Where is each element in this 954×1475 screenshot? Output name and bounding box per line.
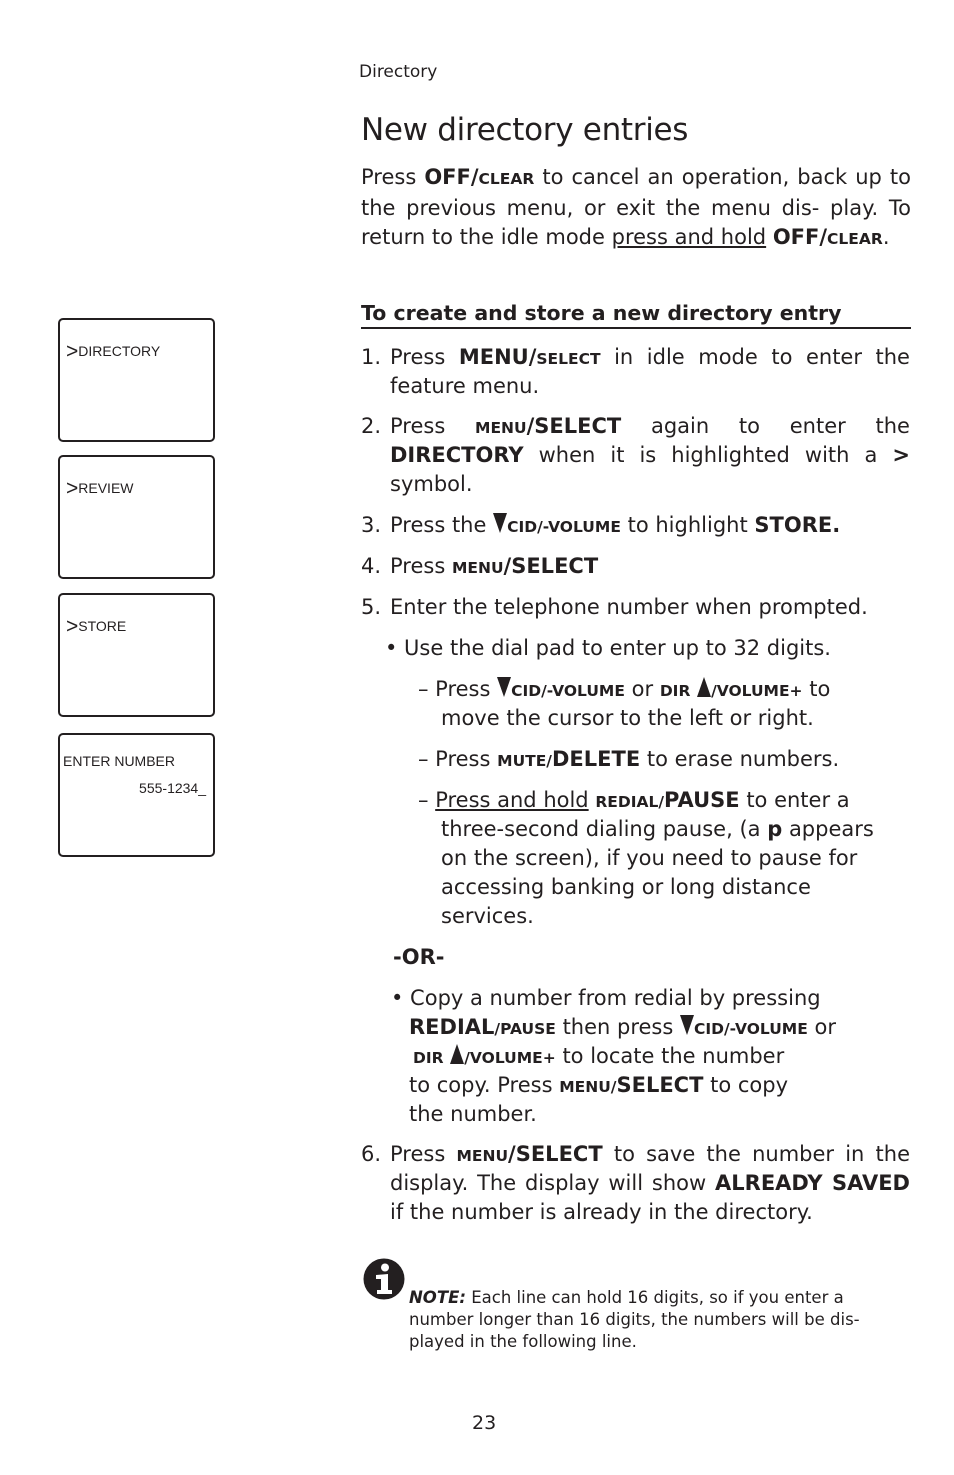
up-arrow-icon	[450, 1044, 464, 1064]
down-arrow-icon	[680, 1015, 694, 1035]
lcd-screen-directory: >DIRECTORY	[58, 318, 215, 442]
down-arrow-icon	[497, 677, 511, 697]
intro-paragraph: Press OFF/CLEAR to cancel an operation, back up to the previous menu, or exit the menu dis- play. To return to the idle mode press and hold OFF/CLEAR.	[361, 165, 911, 249]
up-arrow-icon	[697, 677, 711, 697]
dash-erase: – Press MUTE/DELETE to erase numbers.	[418, 747, 840, 771]
down-arrow-icon	[493, 513, 507, 533]
page-number: 23	[472, 1412, 497, 1434]
page-title: New directory entries	[361, 112, 689, 148]
lcd-screen-enter-number: ENTER NUMBER 555-1234_	[58, 733, 215, 857]
section-header: Directory	[359, 62, 438, 82]
info-icon	[363, 1258, 405, 1300]
bullet-dial-pad: • Use the dial pad to enter up to 32 digits.	[385, 636, 831, 660]
note-text: NOTE: Each line can hold 16 digits, so if you enter a number longer than 16 digits, the numbers will be dis-played in the following line.	[409, 1288, 860, 1351]
subheading: To create and store a new directory entry	[361, 301, 911, 329]
or-separator: -OR-	[393, 945, 445, 969]
lcd-screen-store: >STORE	[58, 593, 215, 717]
lcd-screen-review: >REVIEW	[58, 455, 215, 579]
